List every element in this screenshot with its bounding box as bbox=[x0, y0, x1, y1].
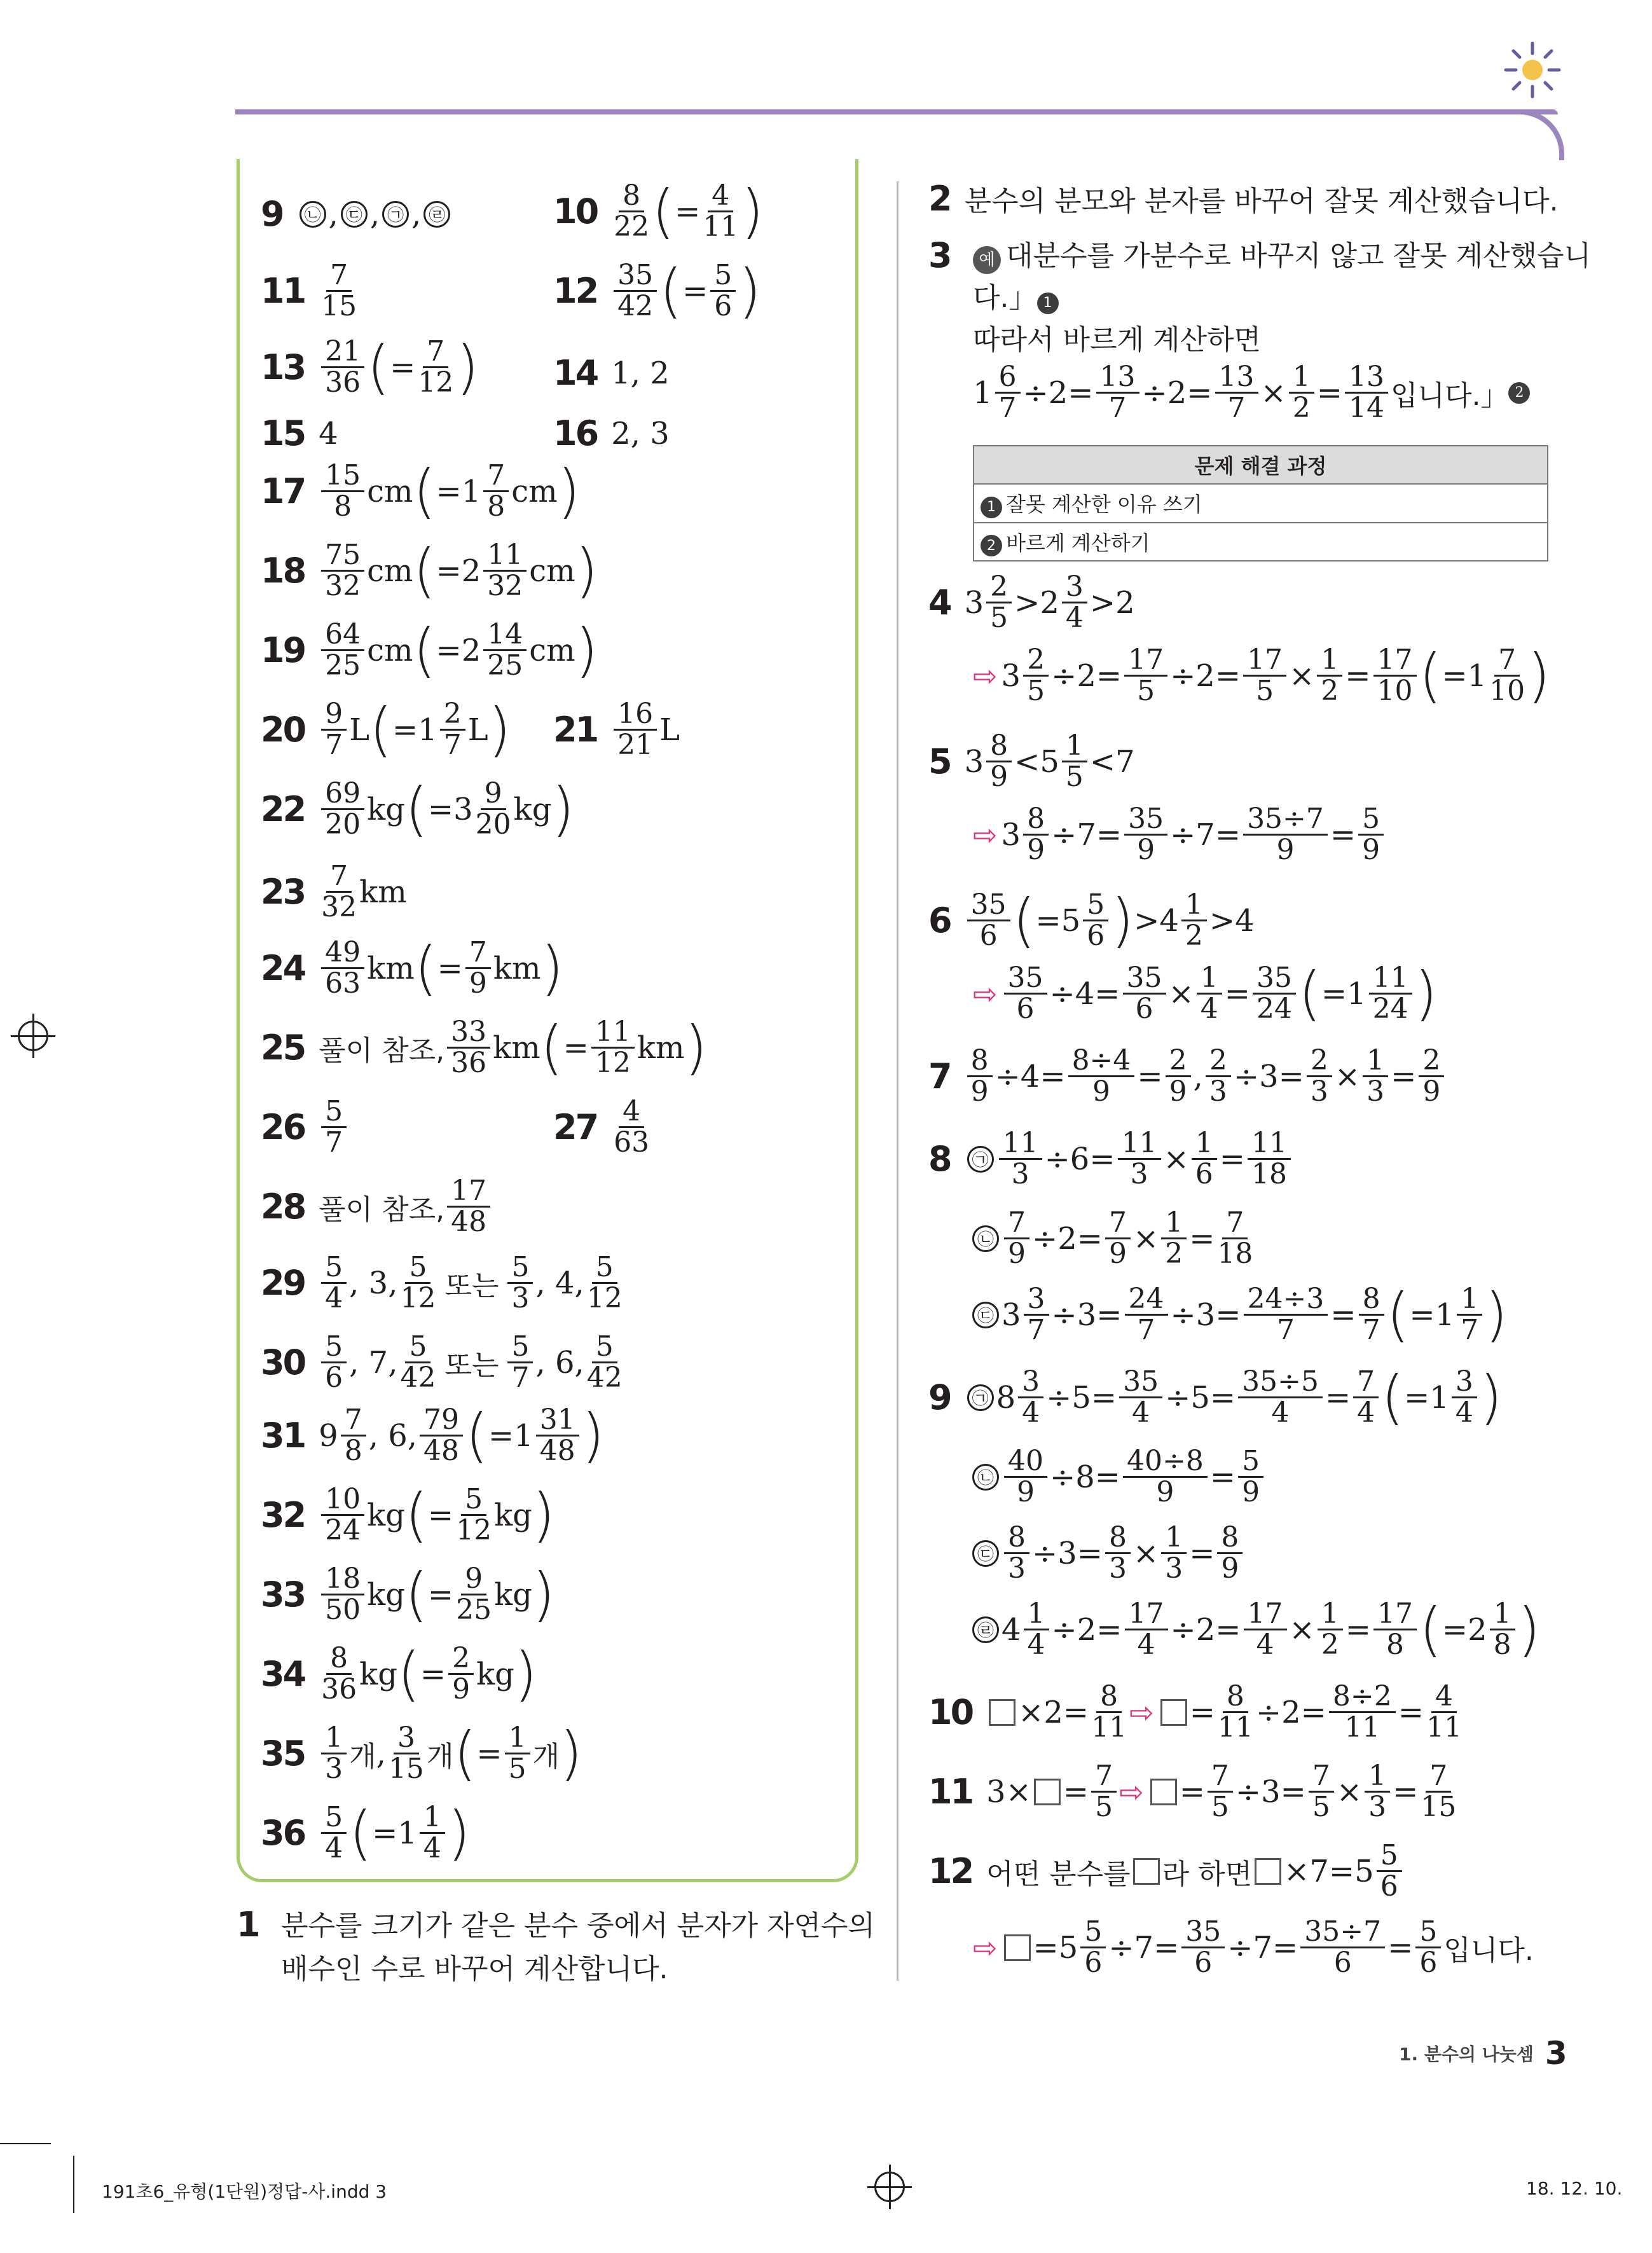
answer-34: 34 8 36 kg ( = 2 9 kg ) bbox=[261, 1639, 537, 1708]
header-rule bbox=[235, 109, 1558, 114]
crop-mark bbox=[0, 2143, 51, 2144]
or-label: 또는 bbox=[444, 1269, 499, 1302]
fraction: 35 24 bbox=[1253, 963, 1296, 1024]
arrow-icon: ⇨ bbox=[1119, 1774, 1144, 1809]
fraction: 35 9 bbox=[1124, 804, 1167, 865]
item-number: 31 bbox=[261, 1416, 305, 1456]
print-date: 18. 12. 10. bbox=[1526, 2178, 1623, 2199]
fraction: 5 3 bbox=[507, 1253, 533, 1313]
example-badge: 예 bbox=[973, 246, 1001, 274]
fraction: 2 7 bbox=[440, 699, 465, 760]
fraction: 3 7 bbox=[1024, 1285, 1049, 1345]
arrow-icon: ⇨ bbox=[973, 817, 998, 852]
fraction: 17 5 bbox=[1124, 645, 1167, 706]
question-3-calc: 1 6 7 ÷2= 13 7 ÷2= 13 7 × 1 2 = 13 14 입니다.」 2 bbox=[973, 362, 1534, 423]
answer-29: 29 5 4 , 3, 5 12 또는 5 3 , 4, 5 12 bbox=[261, 1251, 623, 1315]
item-number: 34 bbox=[261, 1654, 305, 1695]
blank-box bbox=[1133, 1858, 1160, 1885]
answer-text: 2, 3 bbox=[611, 415, 670, 451]
fraction: 35 6 bbox=[967, 890, 1010, 951]
item-number: 33 bbox=[261, 1574, 305, 1615]
item-number: 2 bbox=[928, 178, 951, 219]
fraction: 6 7 bbox=[995, 362, 1021, 423]
process-table bbox=[973, 445, 1548, 562]
item-number: 9 bbox=[928, 1377, 951, 1418]
step-marker: 2 bbox=[981, 535, 1002, 556]
question-2 bbox=[928, 178, 1559, 219]
fraction: 11 18 bbox=[1248, 1129, 1291, 1189]
arrow-icon: ⇨ bbox=[973, 658, 998, 693]
item-number: 11 bbox=[928, 1772, 973, 1812]
question-9d: ㉣ 4 1 4 ÷2= 17 4 ÷2= 17 4 × 1 2 = 17 8 ( =2 1 8 ) bbox=[970, 1599, 1541, 1660]
fraction: 35 6 bbox=[1004, 963, 1047, 1024]
blank-box bbox=[1255, 1858, 1281, 1885]
text-line: 입니다. bbox=[1443, 1934, 1534, 1967]
fraction: 8 9 bbox=[1023, 804, 1049, 865]
fraction: 2 3 bbox=[1206, 1046, 1231, 1106]
blank-box bbox=[1034, 1779, 1061, 1805]
fraction: 7 5 bbox=[1091, 1761, 1117, 1822]
item-number: 4 bbox=[928, 582, 951, 623]
fraction: 8÷2 11 bbox=[1329, 1682, 1396, 1742]
fraction: 35 6 bbox=[1123, 963, 1166, 1024]
fraction: 2 5 bbox=[1023, 645, 1049, 706]
fraction: 75 32 bbox=[321, 541, 364, 601]
fraction: 13 14 bbox=[1345, 362, 1388, 423]
fraction: 3 15 bbox=[388, 1721, 424, 1786]
fraction: 40 9 bbox=[1004, 1447, 1047, 1507]
question-12-calc: ⇨ =5 5 6 ÷7= 35 6 ÷7= 35÷7 6 = 5 6 입니다. bbox=[973, 1915, 1534, 1980]
answer-9: 9 ㉡ , ㉢ , ㉠ , ㉣ bbox=[261, 194, 453, 234]
fraction: 1 2 bbox=[1317, 645, 1342, 706]
question-9a: 9 ㉠ 8 3 4 ÷5= 35 4 ÷5= 35÷5 4 = 7 4 ( =1 3 4 ) bbox=[928, 1363, 1503, 1431]
answer-28 bbox=[261, 1176, 493, 1237]
answer-31: 31 9 7 8 , 6, 79 48 ( =1 31 48 ) bbox=[261, 1401, 605, 1470]
fraction: 64 25 bbox=[321, 620, 364, 680]
fraction: 33 36 bbox=[447, 1017, 490, 1078]
item-number: 7 bbox=[928, 1056, 951, 1097]
answer-16 bbox=[553, 413, 670, 453]
item-number: 20 bbox=[261, 710, 305, 750]
step-marker: 1 bbox=[1037, 293, 1059, 314]
item-number: 24 bbox=[261, 948, 305, 989]
answer-30: 30 5 6 , 7, 5 42 또는 5 7 , 6, 5 42 bbox=[261, 1330, 623, 1395]
text-line: 입니다.」 bbox=[1390, 379, 1509, 412]
question-5: 5 3 8 9 <5 1 5 <7 bbox=[928, 729, 1135, 794]
file-name: 191초6_유형(1단원)정답-사.indd 3 bbox=[102, 2181, 387, 2202]
answer-18: 18 75 32 cm ( =2 11 32 cm ) bbox=[261, 536, 598, 605]
item-number: 8 bbox=[928, 1139, 951, 1180]
answer-19: 19 64 25 cm ( =2 14 25 cm ) bbox=[261, 616, 598, 684]
mark-c2: ㉡ bbox=[972, 1464, 999, 1491]
sun-icon bbox=[1501, 38, 1564, 102]
registration-mark-icon bbox=[874, 2172, 905, 2202]
fraction: 5 42 bbox=[586, 1330, 623, 1395]
question-7: 7 8 9 ÷4= 8÷4 9 = 2 9 , 2 3 ÷3= 2 3 × 1 3 = 2 9 bbox=[928, 1046, 1447, 1106]
fraction: 5 7 bbox=[321, 1097, 347, 1157]
blank-box bbox=[1004, 1934, 1031, 1961]
item-number: 9 bbox=[261, 194, 283, 234]
mark-c4: ㉣ bbox=[423, 201, 450, 228]
process-row bbox=[974, 484, 1548, 523]
fraction: 5 12 bbox=[400, 1251, 436, 1315]
fraction: 5 9 bbox=[1358, 804, 1384, 865]
fraction: 69 20 bbox=[321, 779, 364, 839]
or-label: 또는 bbox=[444, 1349, 499, 1382]
fraction: 8 9 bbox=[1217, 1523, 1242, 1583]
question-5-calc: ⇨ 3 8 9 ÷7= 35 9 ÷7= 35÷7 9 = 5 9 bbox=[973, 804, 1386, 865]
answer-14 bbox=[553, 353, 670, 393]
question-4-calc: ⇨ 3 2 5 ÷2= 17 5 ÷2= 17 5 × 1 2 = 17 10 ( =1 7 10 ) bbox=[973, 641, 1551, 710]
page-number: 3 bbox=[1545, 2035, 1566, 2072]
fraction: 7 15 bbox=[1421, 1760, 1457, 1824]
fraction: 11 3 bbox=[999, 1129, 1042, 1189]
fraction: 8 9 bbox=[986, 731, 1012, 792]
fraction: 35÷7 6 bbox=[1300, 1917, 1385, 1978]
item-number: 10 bbox=[553, 191, 598, 232]
answer-25: 25 풀이 참조, 33 36 km ( = 11 12 km ) bbox=[261, 1013, 708, 1082]
process-row bbox=[974, 523, 1548, 562]
fraction: 24÷3 7 bbox=[1244, 1285, 1328, 1345]
arrow-icon: ⇨ bbox=[1129, 1695, 1154, 1730]
fraction: 14 25 bbox=[483, 620, 527, 680]
step-marker: 1 bbox=[981, 497, 1002, 518]
mark-c1: ㉠ bbox=[382, 201, 409, 228]
item-number: 30 bbox=[261, 1342, 305, 1383]
item-number: 13 bbox=[261, 347, 305, 388]
fraction: 2 9 bbox=[448, 1644, 474, 1704]
fraction: 4 11 bbox=[703, 179, 739, 244]
fraction: 24 7 bbox=[1125, 1285, 1168, 1345]
fraction: 3 4 bbox=[1452, 1367, 1477, 1428]
column-divider bbox=[897, 181, 898, 1981]
fraction: 5 4 bbox=[321, 1253, 347, 1313]
answer-15 bbox=[261, 413, 338, 453]
fraction: 11 12 bbox=[591, 1017, 635, 1078]
page-footer bbox=[1399, 2035, 1566, 2072]
fraction: 1 3 bbox=[1161, 1523, 1187, 1583]
text-line: 분수를 크기가 같은 분수 중에서 분자가 자연수의 bbox=[281, 1910, 875, 1942]
question-9b: ㉡ 40 9 ÷8= 40÷8 9 = 5 9 bbox=[970, 1447, 1266, 1507]
question-11: 11 3× = 7 5 ⇨ = 7 5 ÷3= 7 5 × 1 3 = 7 15 bbox=[928, 1760, 1457, 1824]
fraction: 5 6 bbox=[1083, 890, 1108, 951]
fraction: 9 20 bbox=[475, 777, 511, 841]
item-number: 32 bbox=[261, 1495, 305, 1536]
answer-13: 13 21 36 ( = 7 12 ) bbox=[261, 333, 479, 401]
item-number: 18 bbox=[261, 551, 305, 591]
item-number: 26 bbox=[261, 1107, 305, 1148]
fraction: 11 3 bbox=[1118, 1129, 1161, 1189]
fraction: 7 18 bbox=[1217, 1206, 1253, 1271]
question-6: 6 35 6 ( =5 5 6 ) >4 1 2 >4 bbox=[928, 886, 1255, 954]
fraction: 5 6 bbox=[710, 261, 736, 321]
fraction: 5 6 bbox=[321, 1332, 347, 1393]
answer-11 bbox=[261, 261, 359, 321]
fraction: 2 5 bbox=[986, 572, 1012, 633]
fraction: 7 8 bbox=[483, 461, 509, 521]
item-number: 35 bbox=[261, 1733, 305, 1774]
crop-mark bbox=[73, 2156, 74, 2213]
answer-22: 22 69 20 kg ( =3 9 20 kg ) bbox=[261, 775, 575, 843]
fraction: 5 6 bbox=[1080, 1917, 1106, 1978]
fraction: 1 8 bbox=[1490, 1599, 1515, 1660]
fraction: 21 36 bbox=[321, 337, 364, 397]
item-number: 3 bbox=[928, 235, 951, 275]
fraction: 8 36 bbox=[321, 1642, 357, 1706]
answer-33: 33 18 50 kg ( = 9 25 kg ) bbox=[261, 1560, 555, 1629]
item-number: 16 bbox=[553, 413, 598, 453]
see-solution-label: 풀이 참조, bbox=[319, 1034, 445, 1067]
fraction: 5 4 bbox=[321, 1803, 347, 1863]
fraction: 2 9 bbox=[1419, 1046, 1444, 1106]
fraction: 5 12 bbox=[586, 1251, 623, 1315]
arrow-icon: ⇨ bbox=[973, 976, 998, 1011]
fraction: 5 7 bbox=[507, 1332, 533, 1393]
unit-label: 개 bbox=[349, 1740, 376, 1773]
item-number: 10 bbox=[928, 1692, 973, 1733]
step-marker: 2 bbox=[1508, 382, 1530, 404]
fraction: 31 48 bbox=[536, 1405, 579, 1466]
fraction: 7 9 bbox=[1004, 1208, 1029, 1269]
question-8c: ㉢ 3 3 7 ÷3= 24 7 ÷3= 24÷3 7 = 8 7 ( =1 1 7 ) bbox=[970, 1285, 1508, 1345]
fraction: 8 3 bbox=[1105, 1523, 1131, 1583]
unit-label: 개 bbox=[532, 1740, 560, 1773]
text-line: 배수인 수로 바꾸어 계산합니다. bbox=[281, 1953, 668, 1985]
answer-text: 1, 2 bbox=[611, 355, 670, 391]
fraction: 15 8 bbox=[321, 461, 364, 521]
fraction: 1 4 bbox=[1024, 1599, 1049, 1660]
fraction: 17 8 bbox=[1373, 1599, 1417, 1660]
item-number: 1 bbox=[237, 1905, 259, 1945]
fraction: 7 4 bbox=[1353, 1367, 1379, 1428]
fraction: 1 2 bbox=[1318, 1599, 1343, 1660]
fraction: 17 10 bbox=[1373, 645, 1417, 706]
fraction: 8 22 bbox=[614, 179, 650, 244]
fraction: 7 8 bbox=[341, 1405, 366, 1466]
unit-label: 개 bbox=[426, 1740, 454, 1773]
process-header: 문제 해결 과정 bbox=[974, 446, 1548, 484]
text-line: 대분수를 가분수로 바꾸지 않고 잘못 계산했습니 bbox=[1006, 240, 1592, 272]
answer-23: 23 7 32 km bbox=[261, 860, 407, 924]
blank-box bbox=[989, 1699, 1015, 1726]
fraction: 8 3 bbox=[1004, 1523, 1029, 1583]
question-6-calc: ⇨ 35 6 ÷4= 35 6 × 1 4 = 35 24 ( =1 11 24 ) bbox=[973, 959, 1438, 1028]
fraction: 1 3 bbox=[1365, 1761, 1390, 1822]
fraction: 11 24 bbox=[1369, 963, 1412, 1024]
fraction: 1 5 bbox=[505, 1723, 530, 1784]
fraction: 11 32 bbox=[483, 541, 527, 601]
header-rule-curve bbox=[1501, 109, 1564, 160]
fraction: 16 21 bbox=[614, 699, 657, 760]
fraction: 1 4 bbox=[420, 1803, 445, 1863]
answer-text: 4 bbox=[319, 415, 338, 451]
fraction: 1 3 bbox=[1363, 1046, 1388, 1106]
fraction: 4 63 bbox=[614, 1095, 650, 1159]
answer-10: 10 8 22 ( = 4 11 ) bbox=[553, 177, 764, 245]
mark-c1: ㉠ bbox=[967, 1146, 994, 1173]
item-number: 27 bbox=[553, 1107, 598, 1148]
answer-32: 32 10 24 kg ( = 5 12 kg ) bbox=[261, 1480, 555, 1549]
fraction: 35 6 bbox=[1181, 1917, 1225, 1978]
fraction: 49 63 bbox=[321, 938, 364, 998]
item-number: 17 bbox=[261, 471, 305, 512]
item-number: 21 bbox=[553, 710, 598, 750]
fraction: 1 2 bbox=[1181, 890, 1207, 951]
process-text: 바르게 계산하기 bbox=[1006, 530, 1150, 555]
fraction: 1 5 bbox=[1062, 731, 1087, 792]
answer-17: 17 15 8 cm ( =1 7 8 cm ) bbox=[261, 457, 581, 525]
answer-12: 12 35 42 ( = 5 6 ) bbox=[553, 256, 762, 325]
question-8b: ㉡ 7 9 ÷2= 7 9 × 1 2 = 7 18 bbox=[970, 1208, 1255, 1269]
blank-box bbox=[1150, 1779, 1177, 1805]
item-number: 28 bbox=[261, 1187, 305, 1227]
mark-c2: ㉡ bbox=[299, 201, 326, 228]
fraction: 7 9 bbox=[1105, 1208, 1131, 1269]
item-number: 12 bbox=[553, 271, 598, 312]
item-number: 29 bbox=[261, 1263, 305, 1304]
item-number: 25 bbox=[261, 1028, 305, 1068]
fraction: 2 9 bbox=[1166, 1046, 1191, 1106]
question-8a: 8 ㉠ 11 3 ÷6= 11 3 × 1 6 = 11 18 bbox=[928, 1129, 1293, 1189]
fraction: 7 12 bbox=[418, 335, 454, 399]
item-number: 11 bbox=[261, 271, 305, 312]
fraction: 7 32 bbox=[321, 860, 357, 924]
text-line: 다.」 bbox=[973, 282, 1037, 314]
fraction: 35÷5 4 bbox=[1238, 1367, 1323, 1428]
fraction: 8÷4 9 bbox=[1068, 1046, 1135, 1106]
question-9c: ㉢ 8 3 ÷3= 8 3 × 1 3 = 8 9 bbox=[970, 1523, 1245, 1583]
fraction: 1 2 bbox=[1289, 362, 1314, 423]
mark-c1: ㉠ bbox=[967, 1384, 994, 1411]
fraction: 7 10 bbox=[1489, 644, 1525, 708]
answer-36: 36 5 4 ( =1 1 4 ) bbox=[261, 1798, 471, 1867]
fraction: 3 4 bbox=[1018, 1367, 1043, 1428]
fraction: 40÷8 9 bbox=[1123, 1447, 1208, 1507]
fraction: 5 42 bbox=[400, 1330, 436, 1395]
section-label: 1. 분수의 나눗셈 bbox=[1399, 2044, 1534, 2065]
item-number: 36 bbox=[261, 1813, 305, 1854]
answer-24: 24 49 63 km ( = 7 9 km ) bbox=[261, 934, 564, 1002]
blank-box bbox=[1160, 1699, 1187, 1726]
fraction: 17 48 bbox=[447, 1176, 490, 1237]
answer-27 bbox=[553, 1097, 652, 1157]
mark-c3: ㉢ bbox=[972, 1302, 999, 1328]
mark-c4: ㉣ bbox=[972, 1616, 999, 1643]
fraction: 8 11 bbox=[1217, 1680, 1253, 1744]
fraction: 7 5 bbox=[1208, 1761, 1233, 1822]
item-number: 15 bbox=[261, 413, 305, 453]
fraction: 8 9 bbox=[967, 1046, 993, 1106]
item-number: 5 bbox=[928, 741, 951, 782]
text-line: 따라서 바르게 계산하면 bbox=[973, 324, 1262, 356]
answer-21: 21 16 21 L bbox=[553, 698, 680, 762]
item-number: 22 bbox=[261, 789, 305, 830]
answer-35: 35 1 3 개 , 3 15 개 ( = 1 5 개 ) bbox=[261, 1719, 582, 1788]
registration-mark-icon bbox=[18, 1021, 48, 1051]
item-number: 6 bbox=[928, 900, 951, 941]
fraction: 17 4 bbox=[1244, 1599, 1287, 1660]
fraction: 79 48 bbox=[420, 1405, 463, 1466]
question-10: 10 ×2= 8 11 ⇨ = 8 11 ÷2= 8÷2 11 = 4 11 bbox=[928, 1680, 1462, 1744]
fraction: 1 4 bbox=[1197, 963, 1222, 1024]
answer-26 bbox=[261, 1097, 349, 1157]
answer-20: 20 9 7 L ( =1 2 7 L ) bbox=[261, 695, 511, 764]
fraction: 1 3 bbox=[321, 1723, 347, 1784]
fraction: 10 24 bbox=[321, 1485, 364, 1545]
question-12: 12 어떤 분수를 라 하면 ×7=5 5 6 bbox=[928, 1841, 1405, 1901]
fraction: 13 7 bbox=[1215, 362, 1258, 423]
mark-c3: ㉢ bbox=[341, 201, 368, 228]
fraction: 18 50 bbox=[321, 1564, 364, 1625]
question-4: 4 3 2 5 >2 3 4 >2 bbox=[928, 570, 1135, 635]
fraction: 17 4 bbox=[1125, 1599, 1168, 1660]
fraction: 9 7 bbox=[321, 699, 347, 760]
item-number: 23 bbox=[261, 872, 305, 913]
fraction: 7 5 bbox=[1309, 1761, 1334, 1822]
fraction: 8 7 bbox=[1359, 1285, 1384, 1345]
item-number: 14 bbox=[553, 353, 598, 393]
process-text: 잘못 계산한 이유 쓰기 bbox=[1006, 492, 1202, 516]
fraction: 9 25 bbox=[456, 1562, 492, 1627]
text-line: 분수의 분모와 분자를 바꾸어 잘못 계산했습니다. bbox=[964, 185, 1559, 217]
mark-c2: ㉡ bbox=[972, 1225, 999, 1252]
text-line: 어떤 분수를 bbox=[986, 1857, 1131, 1891]
fraction: 1 6 bbox=[1192, 1129, 1217, 1189]
fraction: 35 4 bbox=[1119, 1367, 1162, 1428]
fraction: 8 11 bbox=[1091, 1680, 1127, 1744]
fraction: 1 7 bbox=[1457, 1285, 1482, 1345]
fraction: 35 42 bbox=[614, 261, 657, 321]
fraction: 5 6 bbox=[1415, 1917, 1441, 1978]
fraction: 3 4 bbox=[1062, 572, 1087, 633]
fraction: 35÷7 9 bbox=[1243, 804, 1328, 865]
fraction: 4 11 bbox=[1426, 1680, 1462, 1744]
fraction: 5 12 bbox=[456, 1483, 492, 1547]
fraction: 13 7 bbox=[1096, 362, 1139, 423]
item-number: 12 bbox=[928, 1851, 973, 1892]
see-solution-label: 풀이 참조, bbox=[319, 1193, 445, 1226]
fraction: 5 9 bbox=[1238, 1447, 1263, 1507]
item-number: 19 bbox=[261, 630, 305, 671]
text-line: 라 하면 bbox=[1162, 1857, 1253, 1891]
fraction: 5 6 bbox=[1377, 1841, 1402, 1901]
fraction: 7 9 bbox=[465, 938, 491, 998]
arrow-icon: ⇨ bbox=[973, 1930, 998, 1965]
fraction: 1 2 bbox=[1161, 1208, 1187, 1269]
fraction: 2 3 bbox=[1307, 1046, 1332, 1106]
fraction: 17 5 bbox=[1243, 645, 1286, 706]
fraction: 7 15 bbox=[321, 259, 357, 323]
mark-c3: ㉢ bbox=[972, 1540, 999, 1567]
